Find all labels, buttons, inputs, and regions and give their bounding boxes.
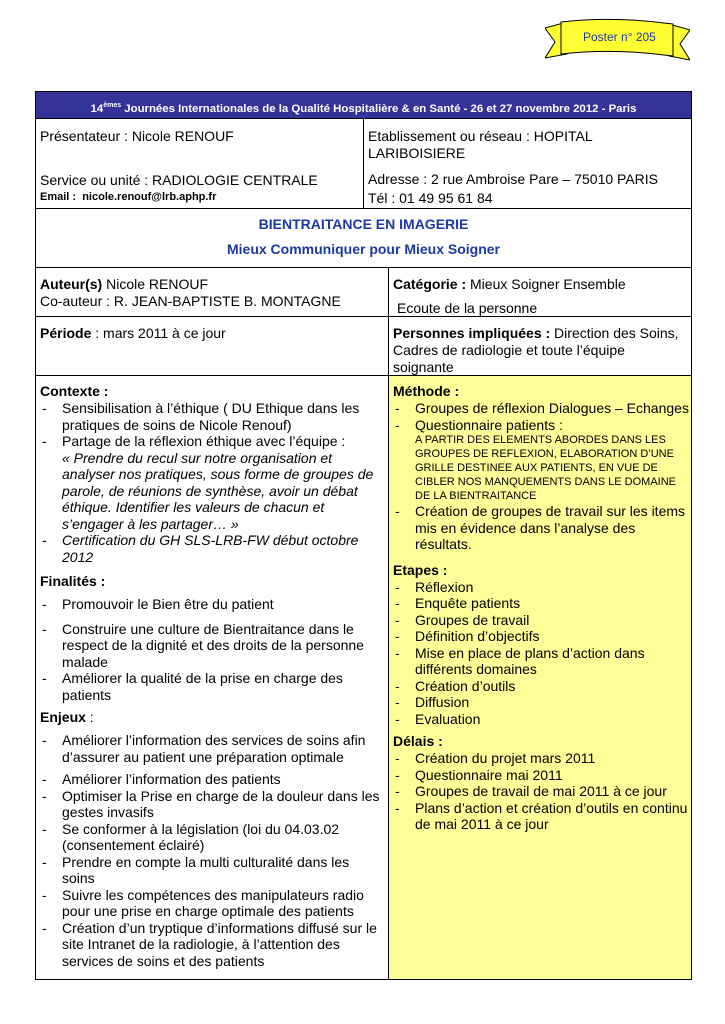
institution-cell xyxy=(363,118,692,209)
list-item: - Création du projet mars 2011 xyxy=(393,750,689,767)
list-item: - Groupes de réflexion Dialogues – Echanges xyxy=(393,400,689,417)
right-column xyxy=(388,375,692,980)
authors-cell xyxy=(35,267,389,317)
methode-list-2 xyxy=(393,503,689,553)
poster-ribbon xyxy=(545,18,690,62)
etapes-list xyxy=(393,579,689,728)
periode-value: : mars 2011 à ce jour xyxy=(91,325,226,341)
adresse: Adresse : 2 rue Ambroise Pare – 75010 PARIS xyxy=(368,171,659,187)
list-item: - Sensibilisation à l’éthique ( DU Ethique dans les pratiques de soins de Nicole Renouf) xyxy=(40,400,385,433)
methode-title: Méthode : xyxy=(393,383,460,399)
methode-list xyxy=(393,400,689,433)
list-item: - Mise en place de plans d’action dans différents domaines xyxy=(393,645,689,678)
email-line xyxy=(40,191,216,203)
periode-label: Période xyxy=(40,325,92,341)
periode-line xyxy=(40,325,226,342)
list-item: - Evaluation xyxy=(393,711,689,728)
auteur-value: Nicole RENOUF xyxy=(102,276,209,292)
etapes-title: Etapes : xyxy=(393,561,448,578)
auteur-label: Auteur(s) xyxy=(40,276,103,292)
enjeux-colon: : xyxy=(85,709,94,725)
auteur-line xyxy=(40,276,208,293)
list-item: - Création de groupes de travail sur les items mis en évidence dans l’analyse des résultats. xyxy=(393,503,689,553)
header-text: Journées Internationales de la Qualité Hospitalière & en Santé - 26 et 27 novembre 2012 - Paris xyxy=(121,103,637,115)
presenter-name: Présentateur : Nicole RENOUF xyxy=(40,128,234,144)
contexte-quote: « Prendre du recul sur notre organisation et analyser nos pratiques, sous forme de groupes de parole, de réunions de synthèse, avoir un débat éthique. Identifier les valeurs de chacun et s’engager à les partager… » xyxy=(62,449,374,532)
list-item: - Se conformer à la législation (loi du 04.03.02 (consentement éclairé) xyxy=(40,821,385,854)
enjeux-list xyxy=(40,732,385,969)
list-item: - Améliorer l’information des patients xyxy=(40,771,385,788)
list-item: - Groupes de travail xyxy=(393,612,689,629)
list-item: - Partage de la réflexion éthique avec l’équipe : xyxy=(40,433,385,450)
category-cell xyxy=(388,267,692,317)
list-item: - Création d’un tryptique d’informations diffusé sur le site Intranet de la radiologie, à l’attention des services de soins et des patients xyxy=(40,920,385,970)
ecoute-line: Ecoute de la personne xyxy=(397,300,538,316)
finalites-title: Finalités : xyxy=(40,573,106,589)
list-item: - Certification du GH SLS-LRB-FW début octobre 2012 xyxy=(40,532,385,565)
list-item: - Enquête patients xyxy=(393,595,689,612)
left-column xyxy=(35,375,389,980)
categorie-line xyxy=(393,276,626,293)
questionnaire-description: A PARTIR DES ELEMENTS ABORDES DANS LES GROUPES DE REFLEXION, ELABORATION D’UNE GRILLE DESTINEE AUX PATIENTS, EN VUE DE CIBLER NOS MANQUEMENTS DANS LE DOMAINE DE LA BIENTRAITANCE xyxy=(415,434,676,502)
list-item: - Optimiser la Prise en charge de la douleur dans les gestes invasifs xyxy=(40,788,385,821)
subtitle: Mieux Communiquer pour Mieux Soigner xyxy=(226,241,501,257)
list-item: - Suivre les compétences des manipulateurs radio pour une prise en charge optimale des patients xyxy=(40,887,385,920)
header-sup: èmes xyxy=(103,102,122,109)
list-item: - Construire une culture de Bientraitance dans le respect de la dignité et des droits de la personne malade xyxy=(40,621,385,671)
header-number: 14 xyxy=(90,103,104,115)
coauteur-line: Co-auteur : R. JEAN-BAPTISTE B. MONTAGNE xyxy=(40,293,341,309)
delais-title: Délais : xyxy=(393,733,443,749)
delais-list xyxy=(393,750,689,833)
categorie-label: Catégorie : xyxy=(393,276,467,292)
personnes-label: Personnes impliquées : xyxy=(393,325,551,341)
list-item: - Prendre en compte la multi culturalité dans les soins xyxy=(40,854,385,887)
etablissement: Etablissement ou réseau : HOPITAL LARIBOISIERE xyxy=(368,128,593,161)
list-item: - Améliorer la qualité de la prise en charge des patients xyxy=(40,670,385,703)
personnes-line xyxy=(393,325,688,376)
email-label: Email : xyxy=(40,191,77,203)
main-title: BIENTRAITANCE EN IMAGERIE xyxy=(258,216,469,232)
presenter-cell xyxy=(35,118,364,209)
list-item: - Définition d’objectifs xyxy=(393,628,689,645)
categorie-value: Mieux Soigner Ensemble xyxy=(466,276,626,292)
list-item: - Création d’outils xyxy=(393,678,689,695)
list-item: - Groupes de travail de mai 2011 à ce jour xyxy=(393,783,689,800)
telephone: Tél : 01 49 95 61 84 xyxy=(368,190,493,206)
enjeux-label: Enjeux xyxy=(40,709,86,725)
contexte-title: Contexte : xyxy=(40,383,109,399)
personnes-cell xyxy=(388,316,692,376)
list-item: - Questionnaire patients : xyxy=(393,417,689,434)
list-item: - Promouvoir le Bien être du patient xyxy=(40,596,385,613)
service-unit: Service ou unité : RADIOLOGIE CENTRALE xyxy=(40,172,318,188)
enjeux-title xyxy=(40,709,385,726)
list-item: - Améliorer l’information des services de soins afin d’assurer au patient une préparation optimale xyxy=(40,732,385,765)
periode-cell xyxy=(35,316,389,376)
list-item: - Réflexion xyxy=(393,579,689,596)
title-cell xyxy=(35,208,692,268)
finalites-list xyxy=(40,596,385,703)
conference-header xyxy=(35,91,692,119)
list-item: - Questionnaire mai 2011 xyxy=(393,767,689,784)
email-value[interactable]: nicole.renouf@lrb.aphp.fr xyxy=(82,191,217,203)
contexte-list xyxy=(40,400,385,450)
personnes-value: Direction des Soins, Cadres de radiologie et toute l’équipe soignante xyxy=(393,325,679,375)
list-item: - Diffusion xyxy=(393,694,689,711)
certification-list xyxy=(40,532,385,565)
poster-number: Poster n° 205 xyxy=(583,30,656,44)
list-item: - Plans d’action et création d’outils en continu de mai 2011 à ce jour xyxy=(393,800,689,833)
